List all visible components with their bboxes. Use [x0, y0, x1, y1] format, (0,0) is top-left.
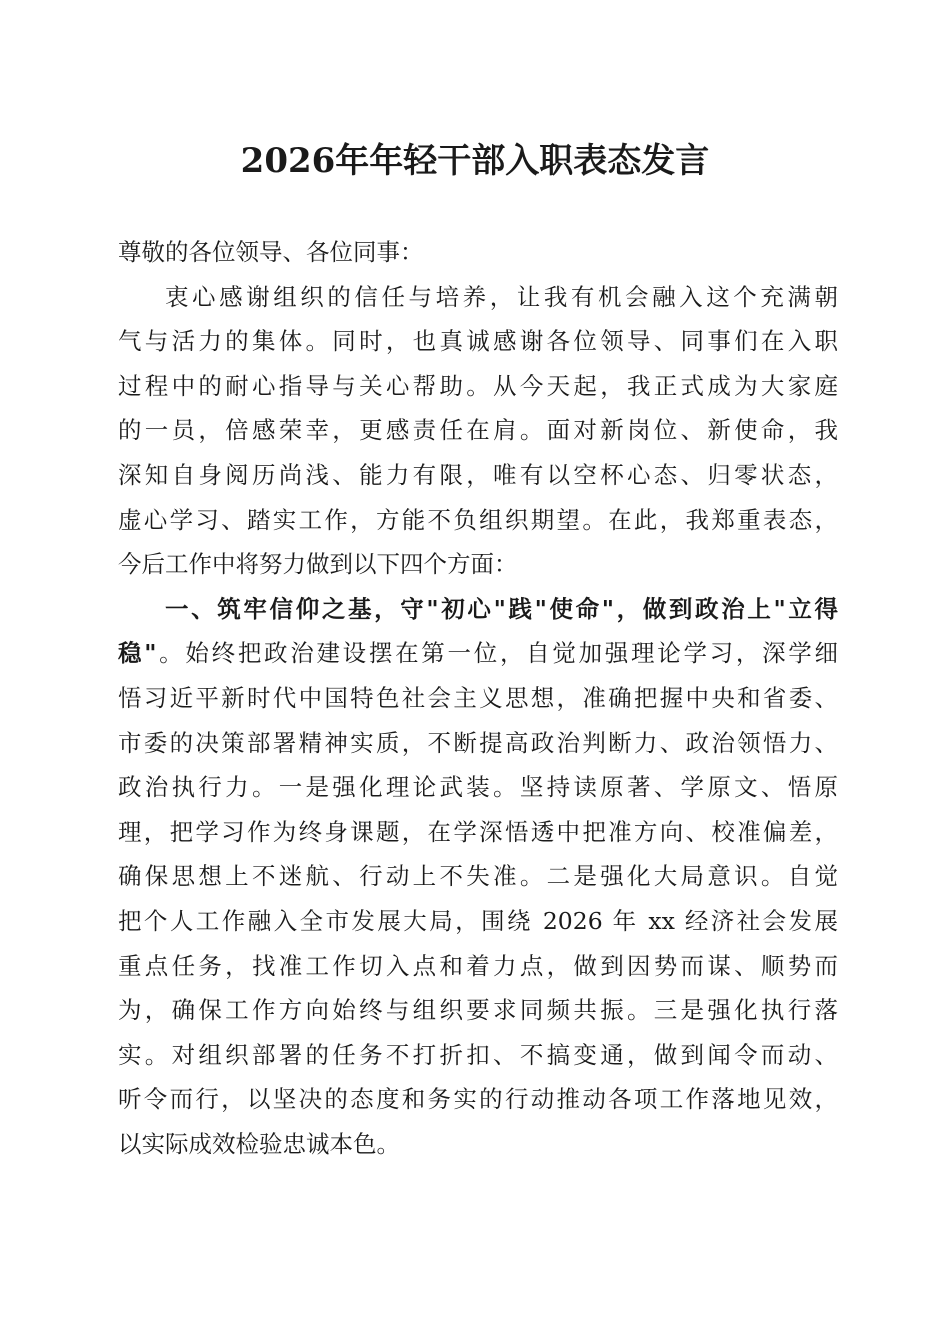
- paragraph-line: 过程中的耐心指导与关心帮助。从今天起，我正式成为大家庭: [118, 371, 838, 400]
- section-line: 实。对组织部署的任务不打折扣、不搞变通，做到闻令而动、: [118, 1040, 838, 1069]
- document-title: 2026年年轻干部入职表态发言: [240, 141, 710, 181]
- paragraph-line: 的一员，倍感荣幸，更感责任在肩。面对新岗位、新使命，我: [118, 416, 838, 445]
- section-line: 为，确保工作方向始终与组织要求同频共振。三是强化执行落: [118, 996, 838, 1025]
- document-body: [118, 230, 838, 1166]
- section-line: 悟习近平新时代中国特色社会主义思想，准确把握中央和省委、: [118, 683, 838, 712]
- paragraph-line: 深知自身阅历尚浅、能力有限，唯有以空杯心态、归零状态，: [118, 460, 838, 489]
- section-line: 政治执行力。一是强化理论武装。坚持读原著、学原文、悟原: [118, 773, 838, 802]
- section-line: 以实际成效检验忠诚本色。: [118, 1129, 400, 1158]
- section-line-mixed: [118, 631, 838, 676]
- section-line-rest: 。始终把政治建设摆在第一位，自觉加强理论学习，深学细: [156, 639, 839, 668]
- section-line: 听令而行，以坚决的态度和务实的行动推动各项工作落地见效，: [118, 1085, 838, 1114]
- section-line: 把个人工作融入全市发展大局，围绕 2026 年 xx 经济社会发展: [118, 906, 838, 935]
- section-1: [118, 587, 838, 1167]
- paragraph-line: 虚心学习、踏实工作，方能不负组织期望。在此，我郑重表态，: [118, 505, 838, 534]
- paragraph-line: 今后工作中将努力做到以下四个方面：: [118, 550, 518, 579]
- section-heading: 一、筑牢信仰之基，守"初心"践"使命"，做到政治上"立得: [165, 594, 838, 623]
- section-line: 理，把学习作为终身课题，在学深悟透中把准方向、校准偏差，: [118, 817, 838, 846]
- section-line: 确保思想上不迷航、行动上不失准。二是强化大局意识。自觉: [118, 862, 838, 891]
- section-heading-tail: 稳": [118, 639, 157, 668]
- paragraph-intro: [118, 275, 838, 587]
- section-line: 重点任务，找准工作切入点和着力点，做到因势而谋、顺势而: [118, 951, 838, 980]
- paragraph-line: 衷心感谢组织的信任与培养，让我有机会融入这个充满朝: [165, 282, 838, 311]
- salutation: 尊敬的各位领导、各位同事：: [118, 238, 424, 266]
- paragraph-line: 气与活力的集体。同时，也真诚感谢各位领导、同事们在入职: [118, 327, 838, 356]
- section-line: 市委的决策部署精神实质，不断提高政治判断力、政治领悟力、: [118, 728, 838, 757]
